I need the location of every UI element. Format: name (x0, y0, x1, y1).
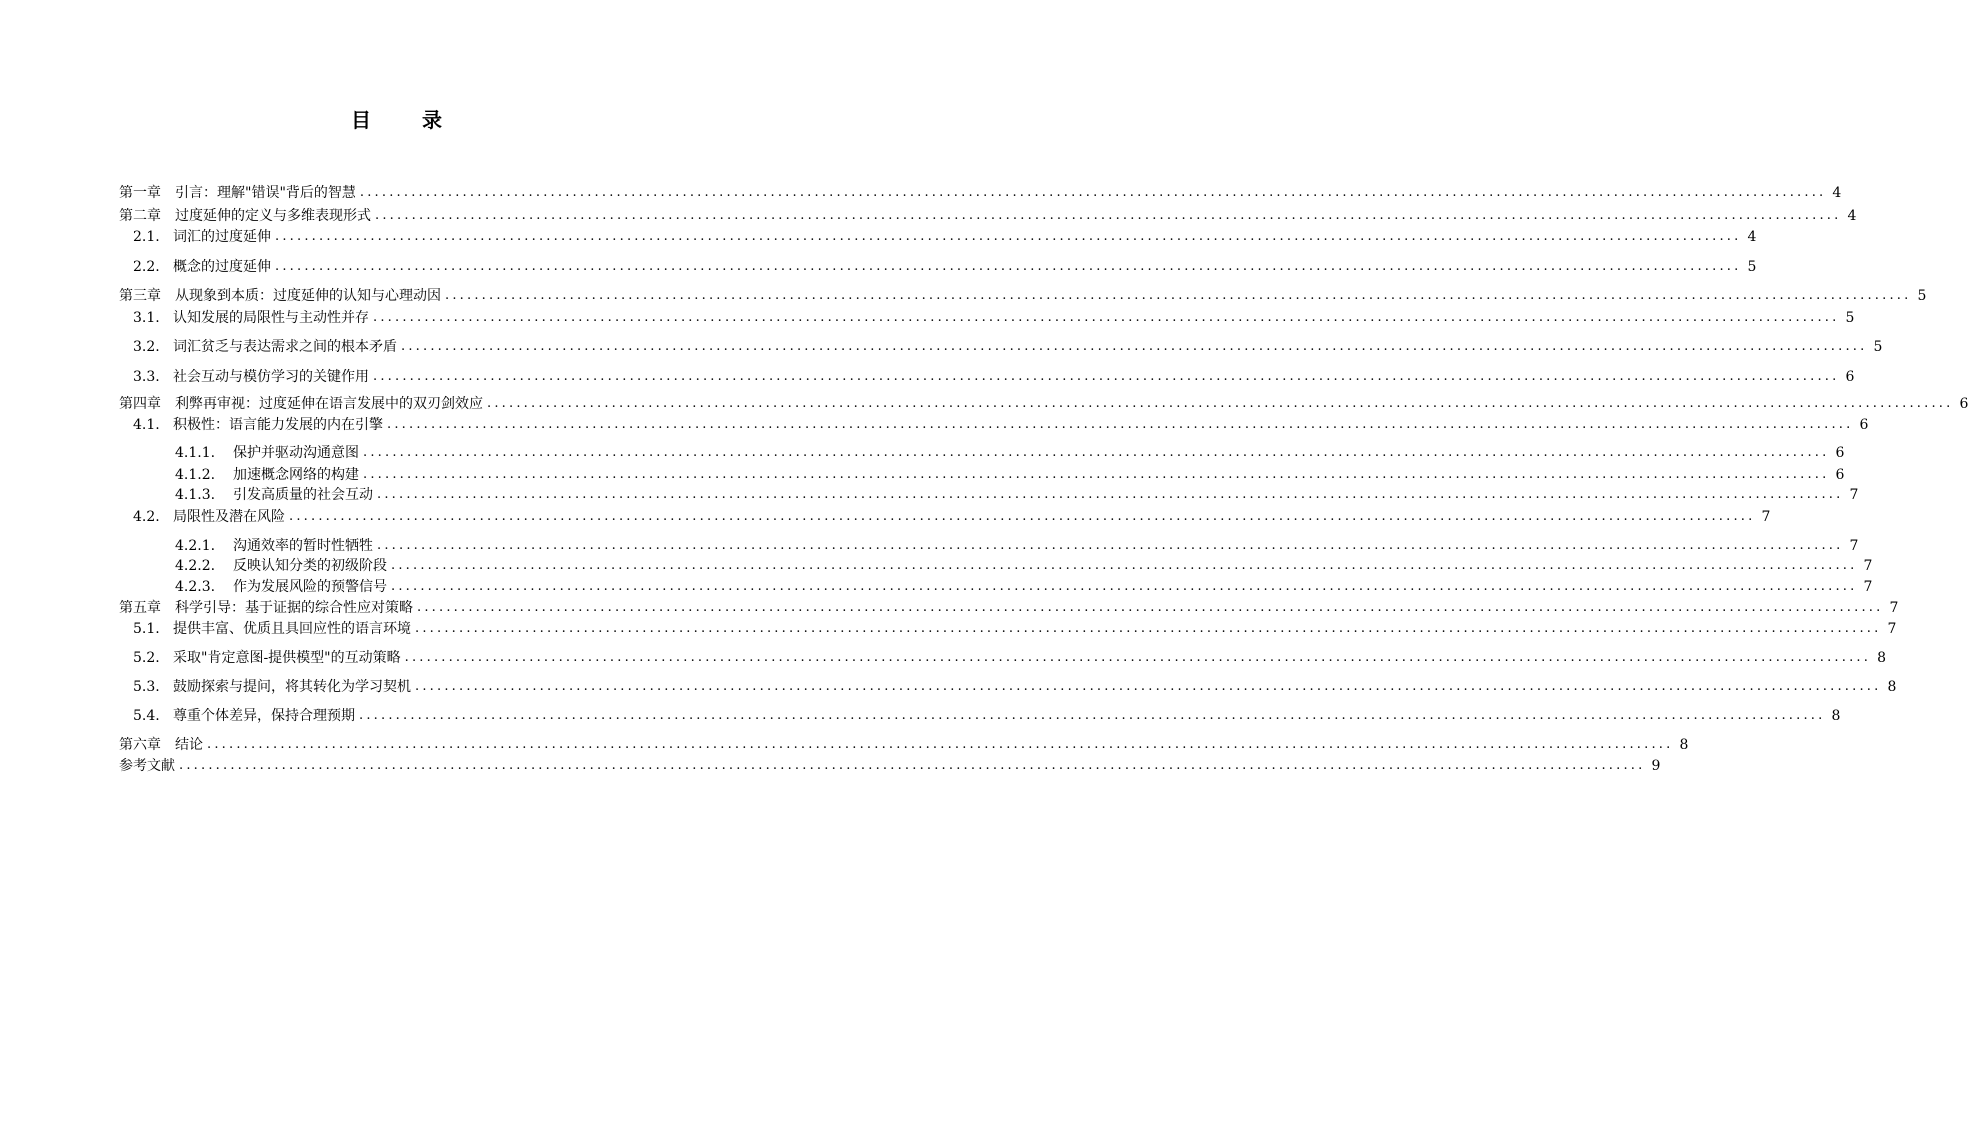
toc-leader-dots: ........................................................................................................................................................................................................ (445, 288, 1912, 303)
toc-entry-number: 4.2.2. (175, 558, 216, 574)
toc-entry[interactable] (119, 395, 1968, 413)
toc-page-number: 4 (1747, 229, 1757, 245)
toc-entry[interactable] (133, 258, 1757, 276)
toc-entry-number: 4.1.2. (175, 467, 216, 483)
toc-entry[interactable] (133, 707, 1841, 725)
toc-page-number: 9 (1651, 758, 1661, 774)
toc-entry-label (133, 368, 369, 386)
toc-leader-dots: ........................................................................................................................................................................................................ (415, 621, 1882, 636)
toc-entry-label (119, 395, 483, 413)
toc-leader-dots: ........................................................................................................................................................................................................ (387, 417, 1854, 432)
toc-entry-label (175, 537, 373, 555)
toc-page-number: 4 (1847, 208, 1857, 224)
toc-page-number: 5 (1747, 259, 1757, 275)
toc-entry-title: 参考文献 (119, 758, 175, 774)
toc-entry-number: 3.1. (133, 310, 160, 326)
toc-entry-label (175, 444, 359, 462)
toc-entry-label (119, 757, 175, 775)
toc-leader-dots: ........................................................................................................................................................................................................ (487, 396, 1954, 411)
toc-entry-title: 保护并驱动沟通意图 (233, 445, 359, 461)
toc-entry-number: 第二章 (119, 208, 161, 224)
toc-entry-label (133, 508, 285, 526)
toc-entry-label (175, 578, 387, 596)
toc-page-number: 8 (1679, 737, 1689, 753)
toc-entry-title: 科学引导：基于证据的综合性应对策略 (175, 600, 413, 616)
toc-leader-dots: ........................................................................................................................................................................................................ (363, 445, 1830, 460)
toc-entry-title: 沟通效率的暂时性牺牲 (233, 538, 373, 554)
toc-page-number: 6 (1845, 369, 1855, 385)
toc-leader-dots: ........................................................................................................................................................................................................ (359, 708, 1826, 723)
toc-entry-title: 利弊再审视：过度延伸在语言发展中的双刃剑效应 (175, 396, 483, 412)
toc-entry-number: 4.2.1. (175, 538, 216, 554)
toc-entry-label (175, 466, 359, 484)
toc-entry[interactable] (119, 757, 1661, 775)
toc-page-number: 8 (1877, 650, 1886, 666)
toc-entry-number: 第六章 (119, 737, 161, 753)
toc-page-number: 5 (1873, 339, 1883, 355)
toc-entry-label (119, 287, 441, 305)
toc-entry-label (119, 184, 356, 202)
toc-entry[interactable] (133, 309, 1855, 327)
toc-leader-dots: ........................................................................................................................................................................................................ (377, 487, 1844, 502)
toc-entry[interactable] (175, 486, 1859, 504)
toc-leader-dots: ........................................................................................................................................................................................................ (275, 229, 1742, 244)
toc-entry-number: 第一章 (119, 185, 161, 201)
toc-entry-title: 采取"肯定意图-提供模型"的互动策略 (173, 650, 401, 666)
toc-entry-title: 社会互动与模仿学习的关键作用 (173, 369, 369, 385)
toc-entry-title: 认知发展的局限性与主动性并存 (173, 310, 369, 326)
toc-leader-dots: ........................................................................................................................................................................................................ (404, 650, 1872, 665)
toc-leader-dots: ........................................................................................................................................................................................................ (179, 758, 1646, 773)
toc-leader-dots: ........................................................................................................................................................................................................ (359, 185, 1827, 200)
toc-page-number: 7 (1889, 600, 1899, 616)
toc-entry[interactable] (119, 207, 1857, 225)
toc-entry[interactable] (175, 537, 1859, 555)
toc-entry[interactable] (133, 620, 1897, 638)
toc-page-number: 7 (1887, 621, 1897, 637)
toc-entry-title: 结论 (175, 737, 203, 753)
toc-page-number: 8 (1887, 679, 1897, 695)
toc-entry-title: 反映认知分类的初级阶段 (233, 558, 387, 574)
toc-page-number: 6 (1859, 417, 1869, 433)
toc-leader-dots: ........................................................................................................................................................................................................ (377, 538, 1844, 553)
toc-entry-number: 3.2. (133, 339, 160, 355)
toc-entry-number: 5.4. (133, 708, 160, 724)
toc-page-number: 6 (1835, 467, 1845, 483)
toc-entry-number: 第五章 (119, 600, 161, 616)
toc-entry-label (133, 228, 271, 246)
toc-entry-number: 4.1.3. (175, 487, 216, 503)
toc-entry-label (133, 620, 411, 638)
toc-page-number: 5 (1917, 288, 1927, 304)
toc-entry[interactable] (133, 416, 1869, 434)
toc-entry-title: 概念的过度延伸 (173, 259, 271, 275)
toc-entry-number: 2.1. (133, 229, 160, 245)
toc-entry-number: 第三章 (119, 288, 161, 304)
toc-entry[interactable] (133, 678, 1897, 696)
toc-entry[interactable] (119, 599, 1899, 617)
toc-entry-label (133, 338, 397, 356)
toc-entry[interactable] (133, 649, 1886, 667)
toc-entry-label (133, 678, 411, 696)
toc-entry-label (119, 207, 371, 225)
toc-entry[interactable] (175, 466, 1845, 484)
toc-entry[interactable] (133, 508, 1771, 526)
toc-entry-label (119, 736, 203, 754)
toc-page-number: 7 (1849, 538, 1859, 554)
toc-entry[interactable] (133, 338, 1883, 356)
toc-entry-title: 从现象到本质：过度延伸的认知与心理动因 (175, 288, 441, 304)
toc-entry-title: 尊重个体差异，保持合理预期 (173, 708, 355, 724)
toc-leader-dots: ........................................................................................................................................................................................................ (373, 369, 1840, 384)
toc-entry-label (133, 258, 271, 276)
toc-leader-dots: ........................................................................................................................................................................................................ (391, 579, 1858, 594)
toc-leader-dots: ........................................................................................................................................................................................................ (391, 558, 1858, 573)
toc-entry[interactable] (133, 228, 1757, 246)
toc-leader-dots: ........................................................................................................................................................................................................ (363, 467, 1830, 482)
toc-entry-number: 5.3. (133, 679, 160, 695)
toc-entry-title: 鼓励探索与提问，将其转化为学习契机 (173, 679, 411, 695)
toc-entry-number: 3.3. (133, 369, 160, 385)
toc-page-number: 7 (1849, 487, 1859, 503)
toc-entry-number: 5.2. (133, 650, 160, 666)
toc-entry[interactable] (133, 368, 1855, 386)
toc-entry-number: 第四章 (119, 396, 161, 412)
toc-page-number: 6 (1959, 396, 1968, 412)
toc-entry-label (133, 416, 383, 434)
toc-entry-number: 4.2. (133, 509, 160, 525)
toc-entry-number: 2.2. (133, 259, 160, 275)
toc-page-number: 5 (1845, 310, 1855, 326)
toc-entry-label (133, 707, 355, 725)
toc-entry[interactable] (119, 184, 1842, 202)
toc-entry-label (175, 557, 387, 575)
toc-leader-dots: ........................................................................................................................................................................................................ (275, 259, 1742, 274)
toc-entry-title: 词汇的过度延伸 (173, 229, 271, 245)
toc-entry-title: 作为发展风险的预警信号 (233, 579, 387, 595)
toc-page-number: 7 (1863, 579, 1873, 595)
toc-entry-number: 5.1. (133, 621, 160, 637)
toc-entry-title: 引发高质量的社会互动 (233, 487, 373, 503)
toc-entry-title: 过度延伸的定义与多维表现形式 (175, 208, 371, 224)
toc-leader-dots: ........................................................................................................................................................................................................ (373, 310, 1840, 325)
toc-page-number: 4 (1832, 185, 1842, 201)
toc-entry-number: 4.1.1. (175, 445, 216, 461)
toc-entry-title: 提供丰富、优质且具回应性的语言环境 (173, 621, 411, 637)
toc-entry[interactable] (175, 557, 1873, 575)
page-title: 目 录 (351, 108, 464, 132)
toc-entry[interactable] (119, 736, 1689, 754)
toc-entry-title: 引言：理解"错误"背后的智慧 (175, 185, 356, 201)
toc-entry[interactable] (175, 444, 1845, 462)
toc-page-number: 8 (1831, 708, 1841, 724)
toc-entry-number: 4.2.3. (175, 579, 216, 595)
toc-leader-dots: ........................................................................................................................................................................................................ (207, 737, 1674, 752)
toc-entry-label (133, 649, 401, 667)
toc-entry-label (119, 599, 413, 617)
toc-leader-dots: ........................................................................................................................................................................................................ (289, 509, 1756, 524)
toc-page-number: 7 (1761, 509, 1771, 525)
toc-entry[interactable] (175, 578, 1873, 596)
toc-entry-label (175, 486, 373, 504)
toc-page-number: 7 (1863, 558, 1873, 574)
toc-leader-dots: ........................................................................................................................................................................................................ (417, 600, 1884, 615)
toc-entry[interactable] (119, 287, 1927, 305)
toc-entry-number: 4.1. (133, 417, 160, 433)
toc-entry-title: 局限性及潜在风险 (173, 509, 285, 525)
toc-entry-title: 积极性：语言能力发展的内在引擎 (173, 417, 383, 433)
toc-entry-title: 词汇贫乏与表达需求之间的根本矛盾 (173, 339, 397, 355)
toc-entry-label (133, 309, 369, 327)
toc-leader-dots: ........................................................................................................................................................................................................ (415, 679, 1882, 694)
toc-page-number: 6 (1835, 445, 1845, 461)
toc-entry-title: 加速概念网络的构建 (233, 467, 359, 483)
toc-leader-dots: ........................................................................................................................................................................................................ (375, 208, 1842, 223)
toc-leader-dots: ........................................................................................................................................................................................................ (401, 339, 1868, 354)
